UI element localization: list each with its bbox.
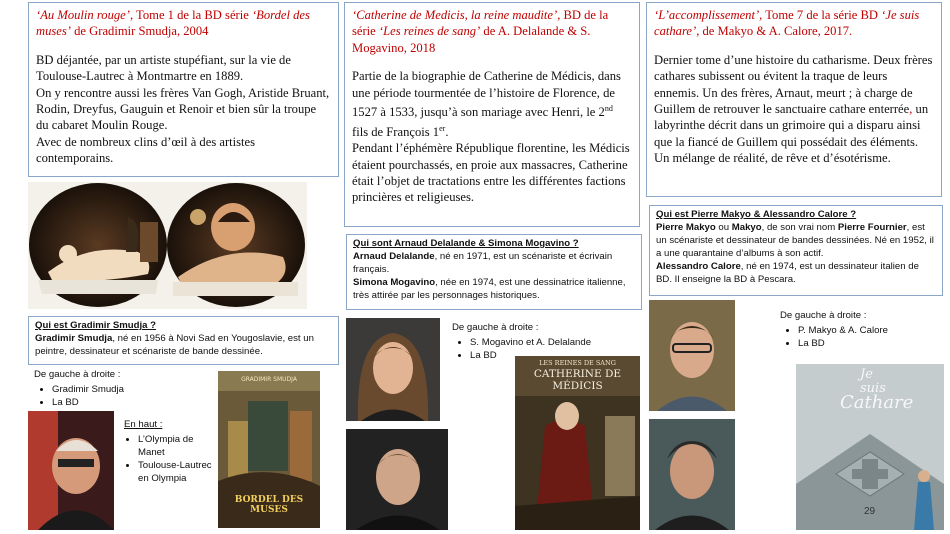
col1-top-item: • L’Olympia de Manet <box>138 433 212 459</box>
col2-sup-er: er <box>439 123 446 133</box>
col1-who-text <box>35 332 332 358</box>
col1-caption <box>34 368 144 409</box>
catherine-cover-title: CATHERINE DE MÉDICIS <box>533 368 622 392</box>
simona-mogavino-photo <box>346 318 440 421</box>
col2-who-box <box>346 234 642 310</box>
col2-title-mid: , BD de la série <box>352 8 609 39</box>
bordel-cover-author: GRADIMIR SMUDJA <box>241 376 297 383</box>
col3-who-1 <box>656 221 936 260</box>
col3-caption-list <box>780 324 930 350</box>
col1-who-name: Gradimir Smudja <box>35 333 113 344</box>
col1-top-list <box>124 433 212 485</box>
col1-top-item: • Toulouse-Lautrec en Olympia <box>138 459 212 485</box>
col1-top-caption <box>124 418 212 485</box>
col3-caption-title: De gauche à droite : <box>780 310 867 321</box>
col2-title <box>352 7 632 56</box>
col1-title-series: ‘Bordel des muses’ <box>36 8 310 39</box>
col3-who-1-real: Pierre Fournier <box>837 222 907 233</box>
col1-body-1: BD déjantée, par un artiste stupéfiant, sur la vie de Toulouse-Lautrec à Montmartre en 1889. <box>36 52 291 84</box>
alessandro-calore-photo <box>649 419 735 530</box>
arnaud-delalande-photo <box>346 429 448 530</box>
col2-who-2-name: Simona Mogavino <box>353 277 436 288</box>
col1-caption-item: • Gradimir Smudja <box>52 383 144 396</box>
col3-who-2-text: , né en 1974, est un dessinateur italien de BD. Il enseigne la BD à Pescara. <box>656 261 919 285</box>
col2-title-series: ‘Les reines de sang’ <box>378 24 481 39</box>
col3-who-1-name: Pierre Makyo <box>656 222 716 233</box>
col2-sup-nd: nd <box>604 104 613 114</box>
col2-body-text: fils de François 1 <box>352 124 440 139</box>
col1-body-2: On y rencontre aussi les frères Van Gogh, Aristide Bruant, Rodin, Dreyfus, Gauguin et Renoir et bien sûr la troupe du cabaret Moulin Rouge. <box>36 85 330 133</box>
col1-who-box <box>28 316 339 365</box>
col2-body-text: Partie de la biographie de Catherine de Médicis, dans une période tourmentée de l’histoire de Florence, de 1527 à 1533, jusqu’à son mariage avec Henri, le 2 <box>352 69 621 120</box>
col3-title-end: , de Makyo & A. Calore, 2017. <box>696 24 853 39</box>
col3-title-work: ‘L’accomplissement’ <box>654 8 760 22</box>
cathare-cover-title-1: Je <box>860 367 873 382</box>
col3-who-2-name: Alessandro Calore <box>656 261 741 272</box>
col3-caption-item: • P. Makyo & A. Calore <box>798 324 930 337</box>
col1-who-title: Qui est Gradimir Smudja ? <box>35 320 157 331</box>
col3-title <box>654 7 934 40</box>
col1-caption-title: De gauche à droite : <box>34 369 121 380</box>
col2-title-work: ‘Catherine de Medicis, la reine maudite’ <box>352 8 558 22</box>
col2-body-1 <box>352 68 632 140</box>
col3-who-1-alias: Makyo <box>731 222 762 233</box>
col2-who-1-name: Arnaud Delalande <box>353 251 435 262</box>
page-number: 29 <box>864 506 876 517</box>
col1-who-desc: , né en 1956 à Novi Sad en Yougoslavie, est un peintre, dessinateur et scénariste de bande dessinée. <box>35 333 314 357</box>
col3-who-1-end: , est un scénariste et dessinateur de bandes dessinées. Né en 1952, il a une quarantaine d’albums à son actif. <box>656 222 934 259</box>
col1-text-box <box>28 2 339 177</box>
col3-who-title: Qui est Pierre Makyo & Alessandro Calore ? <box>656 209 857 220</box>
col2-who-2 <box>353 276 635 302</box>
col1-title <box>36 7 331 40</box>
col3-text-box <box>646 2 942 197</box>
col2-text-box <box>344 2 640 227</box>
col2-body-text: . <box>445 124 449 139</box>
olympia-paintings-image <box>28 182 307 309</box>
cathare-cover-title-3: Cathare <box>840 392 914 413</box>
col3-body-2: Un mélange de réalité, de rêve et d’ésotérisme. <box>654 151 891 166</box>
col1-caption-item: • La BD <box>52 396 144 409</box>
cathare-cover-title-2: suis <box>860 381 886 396</box>
catherine-cover-series: LES REINES DE SANG <box>539 359 616 367</box>
col2-caption-item: • La BD <box>470 349 632 362</box>
col3-who-2 <box>656 260 936 286</box>
col3-caption-item: • La BD <box>798 337 930 350</box>
col1-top-title: En haut : <box>124 419 163 430</box>
cathare-cover-title <box>840 367 930 413</box>
col1-body-3: Avec de nombreux clins d’œil à des artistes contemporains. <box>36 134 256 166</box>
col2-who-title: Qui sont Arnaud Delalande & Simona Mogavino ? <box>353 238 579 249</box>
col3-who-1-mid: ou <box>715 222 732 233</box>
gradimir-smudja-photo <box>28 411 114 530</box>
bordel-cover-title: BORDEL DES MUSES <box>234 495 304 515</box>
col2-who-1-text: , né en 1971, est un scénariste et écrivain français. <box>353 251 613 275</box>
col3-caption <box>780 309 930 350</box>
col3-body-text: un labyrinthe décrit dans un grimoire qui a disparu ainsi que la fiancé de Guillem qui possédait des éléments. <box>654 102 929 149</box>
col2-who-2-text: , née en 1974, est une dessinatrice italienne, très attirée par les personnages historiques. <box>353 277 626 301</box>
col2-who-1 <box>353 250 635 276</box>
bordel-des-muses-cover <box>218 371 320 528</box>
pierre-makyo-photo <box>649 300 735 411</box>
col3-who-1-text: , de son vrai nom <box>761 222 838 233</box>
col1-title-mid: , Tome 1 de la BD série <box>129 8 252 22</box>
col2-body-2: Pendant l’éphémère République florentine, les Médicis étaient pourchassés, en proie aux massacres, Catherine était l’objet de tractations entre les différentes factions princières et religieuses. <box>352 141 630 205</box>
col3-body-text: Dernier tome d’une histoire du catharisme. Deux frères cathares subissent ou évitent la traque de leurs ennemis. Un des frères, Arnaut, meurt ; à charge de Guillem de retrouver le sanctuaire cathare enterrée <box>654 52 933 117</box>
col3-body-comma: , <box>909 102 913 117</box>
col2-caption-item: • S. Mogavino et A. Delalande <box>470 336 632 349</box>
col3-who-box <box>649 205 943 296</box>
col1-title-work: ‘Au Moulin rouge’ <box>36 8 130 22</box>
col1-title-end: de Gradimir Smudja, 2004 <box>70 24 209 39</box>
col2-title-end: de A. Delalande & S. Mogavino, 2018 <box>352 24 591 55</box>
col3-title-mid: , Tome 7 de la série BD <box>759 8 882 22</box>
col1-caption-list <box>34 383 144 409</box>
col3-title-series: ‘Je suis cathare’ <box>654 8 920 39</box>
catherine-de-medicis-cover <box>515 356 640 530</box>
col3-body-1 <box>654 52 934 150</box>
col2-caption-title: De gauche à droite : <box>452 322 539 333</box>
